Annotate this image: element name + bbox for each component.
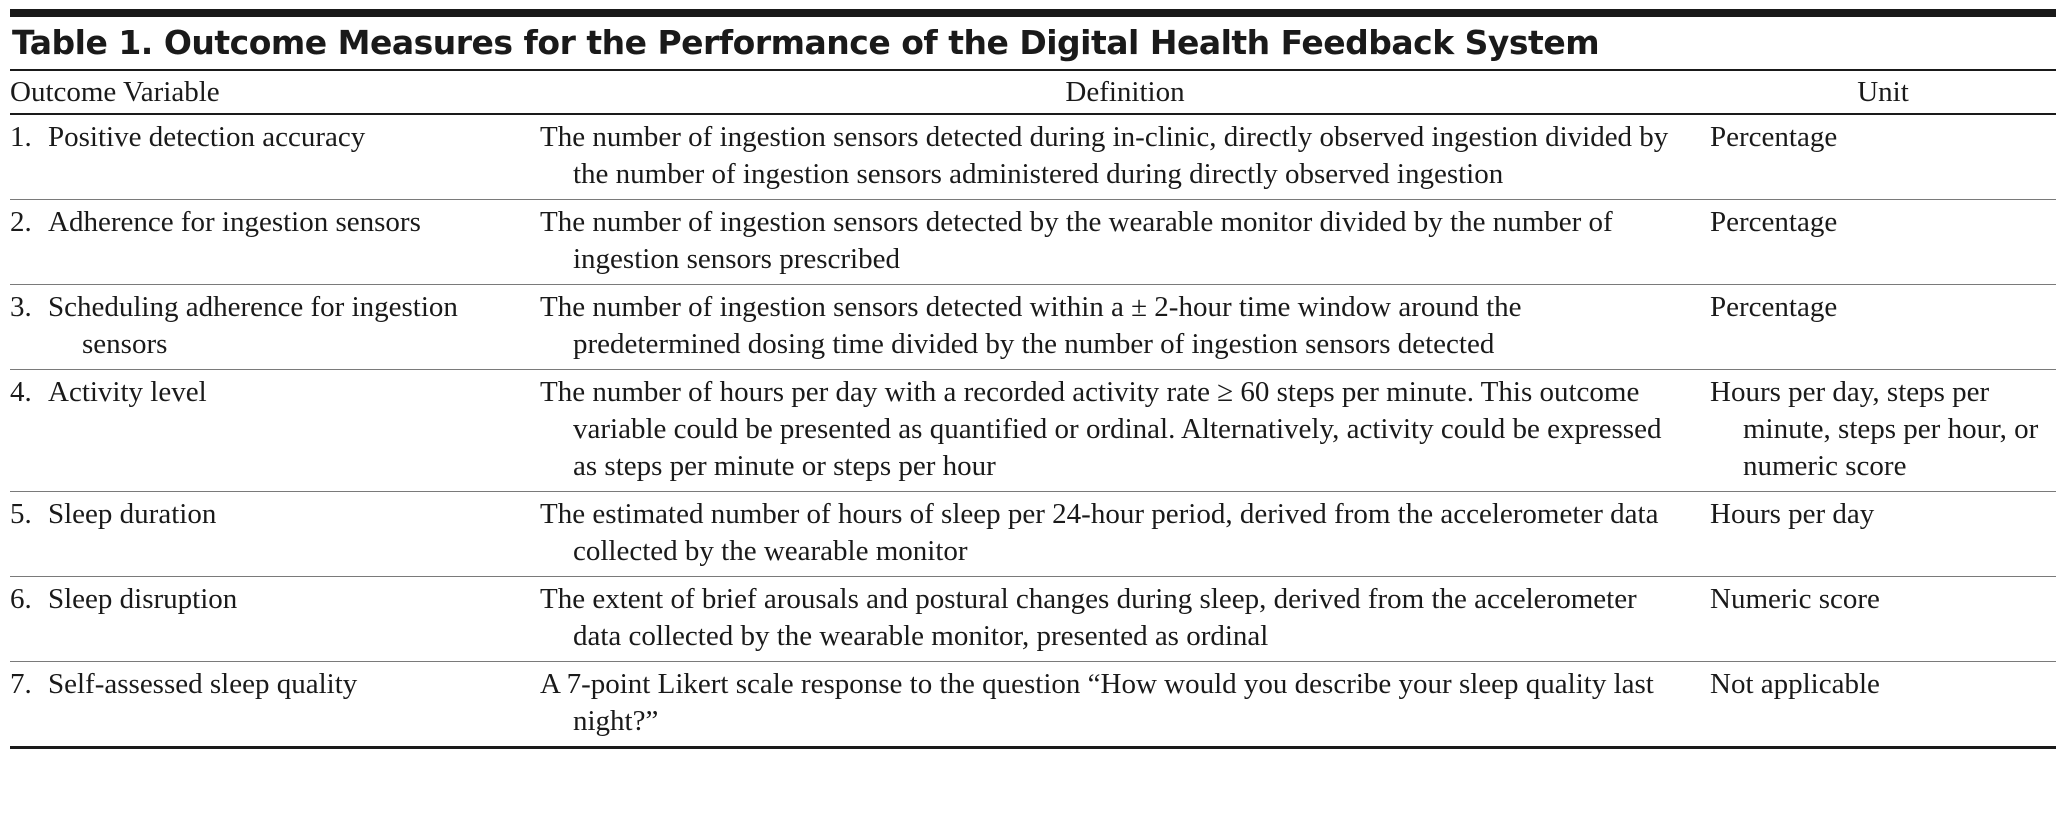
cell-variable xyxy=(10,370,540,492)
cell-definition xyxy=(540,285,1710,370)
table-row xyxy=(10,577,2056,662)
definition-text: The number of hours per day with a recorded activity rate ≥ 60 steps per minute. This outcome variable could be presented as quantified or ordinal. Alternatively, activity could be expressed as steps per minute or steps per hour xyxy=(540,376,1662,482)
unit-text: Not applicable xyxy=(1710,668,1880,700)
cell-unit xyxy=(1710,577,2056,662)
unit-text: Percentage xyxy=(1710,291,1838,323)
unit-text: Hours per day xyxy=(1710,498,1875,530)
table-caption: Table 1. Outcome Measures for the Performance of the Digital Health Feedback System xyxy=(12,23,1600,62)
cell-unit xyxy=(1710,370,2056,492)
variable-label: Positive detection accuracy xyxy=(48,121,366,153)
variable-label: Sleep disruption xyxy=(48,583,238,615)
table-header-row xyxy=(10,71,2056,114)
cell-variable xyxy=(10,577,540,662)
unit-text: Percentage xyxy=(1710,121,1838,153)
definition-text: The number of ingestion sensors detected by the wearable monitor divided by the number of ingestion sensors prescribed xyxy=(540,206,1613,275)
variable-label: Scheduling adherence for ingestion sensors xyxy=(48,291,458,360)
row-number: 6. xyxy=(10,583,32,615)
cell-unit xyxy=(1710,662,2056,748)
cell-variable xyxy=(10,200,540,285)
table-row xyxy=(10,200,2056,285)
cell-unit xyxy=(1710,492,2056,577)
cell-definition xyxy=(540,662,1710,748)
unit-text: Percentage xyxy=(1710,206,1838,238)
definition-text: The extent of brief arousals and postural changes during sleep, derived from the accelerometer data collected by the wearable monitor, presented as ordinal xyxy=(540,583,1637,652)
top-rule xyxy=(10,9,2056,17)
cell-definition xyxy=(540,370,1710,492)
cell-definition xyxy=(540,492,1710,577)
header-outcome-variable: Outcome Variable xyxy=(10,71,540,114)
cell-definition xyxy=(540,200,1710,285)
header-definition: Definition xyxy=(540,71,1710,114)
row-number: 2. xyxy=(10,206,32,238)
row-number: 1. xyxy=(10,121,32,153)
table-row xyxy=(10,285,2056,370)
row-number: 7. xyxy=(10,668,32,700)
cell-variable xyxy=(10,114,540,200)
table-row xyxy=(10,370,2056,492)
cell-unit xyxy=(1710,285,2056,370)
definition-text: The number of ingestion sensors detected within a ± 2-hour time window around the predetermined dosing time divided by the number of ingestion sensors detected xyxy=(540,291,1522,360)
cell-unit xyxy=(1710,200,2056,285)
table-figure xyxy=(10,0,2056,749)
definition-text: The number of ingestion sensors detected during in-clinic, directly observed ingestion divided by the number of ingestion sensors administered during directly observed ingestion xyxy=(540,121,1669,190)
header-unit: Unit xyxy=(1710,71,2056,114)
cell-variable xyxy=(10,662,540,748)
cell-variable xyxy=(10,285,540,370)
definition-text: A 7-point Likert scale response to the question “How would you describe your sleep quality last night?” xyxy=(540,668,1654,737)
variable-label: Activity level xyxy=(48,376,207,408)
row-number: 3. xyxy=(10,291,32,323)
variable-label: Sleep duration xyxy=(48,498,217,530)
outcome-measures-table xyxy=(10,71,2056,749)
cell-definition xyxy=(540,114,1710,200)
cell-definition xyxy=(540,577,1710,662)
table-row xyxy=(10,492,2056,577)
unit-text: Numeric score xyxy=(1710,583,1880,615)
row-number: 5. xyxy=(10,498,32,530)
variable-label: Adherence for ingestion sensors xyxy=(48,206,421,238)
cell-unit xyxy=(1710,114,2056,200)
table-row xyxy=(10,662,2056,748)
table-row xyxy=(10,114,2056,200)
unit-text: Hours per day, steps per minute, steps per hour, or numeric score xyxy=(1710,376,2039,482)
row-number: 4. xyxy=(10,376,32,408)
cell-variable xyxy=(10,492,540,577)
definition-text: The estimated number of hours of sleep per 24-hour period, derived from the accelerometer data collected by the wearable monitor xyxy=(540,498,1659,567)
variable-label: Self-assessed sleep quality xyxy=(48,668,358,700)
